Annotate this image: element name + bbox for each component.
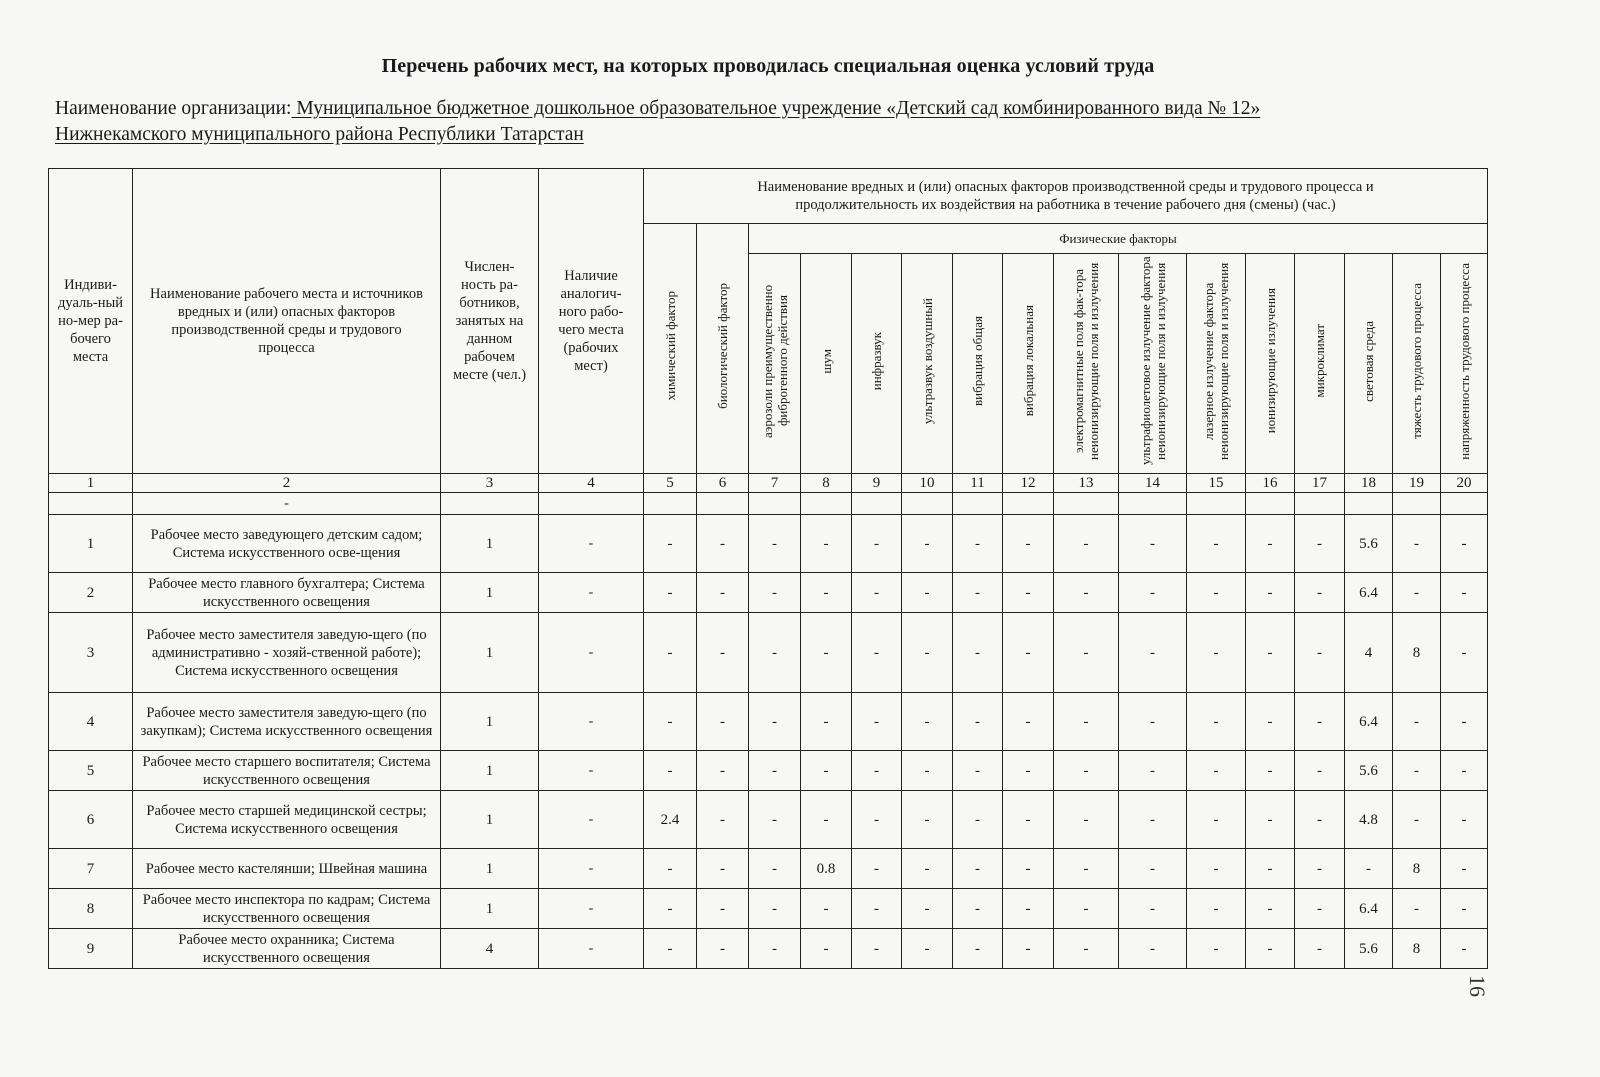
factor-value-col-13: - (1054, 889, 1119, 929)
factor-value-col-10: - (902, 613, 953, 693)
factor-value-col-17: - (1295, 693, 1345, 751)
factor-value-col-19: 8 (1393, 849, 1441, 889)
column-numbers-row (49, 474, 1488, 493)
header-employee-count: Числен-ность ра-ботников, занятых на данном рабочем месте (чел.) (441, 169, 539, 474)
employee-count: 1 (441, 849, 539, 889)
factor-value-col-12: - (1003, 791, 1054, 849)
workplace-name: Рабочее место старшей медицинской сестры; Система искусственного освещения (133, 791, 441, 849)
factor-value-col-9: - (852, 929, 902, 969)
factor-value-col-9: - (852, 693, 902, 751)
header-factor-17: микроклимат (1295, 254, 1345, 474)
column-number: 5 (644, 474, 697, 493)
header-factor-11: вибрация общая (953, 254, 1003, 474)
header-factor-16: ионизирующие излучения (1246, 254, 1295, 474)
factor-value-col-9: - (852, 791, 902, 849)
workplace-name: Рабочее место главного бухгалтера; Система искусственного освещения (133, 573, 441, 613)
factor-value-col-11: - (953, 849, 1003, 889)
factor-value-col-16: - (1246, 849, 1295, 889)
factor-value-col-8: - (801, 573, 852, 613)
factor-value-col-7: - (749, 693, 801, 751)
analog-workplace: - (539, 515, 644, 573)
header-factors-group: Наименование вредных и (или) опасных факторов производственной среды и трудового процесса и продолжительность их воздействия на работника в течение рабочего дня (смены) (час.) (644, 169, 1488, 224)
factor-value-col-13: - (1054, 929, 1119, 969)
factor-value-col-20: - (1441, 849, 1488, 889)
analog-workplace: - (539, 889, 644, 929)
column-number: 9 (852, 474, 902, 493)
header-factor-10: ультразвук воздушный (902, 254, 953, 474)
factor-value-col-5: - (644, 889, 697, 929)
header-factor-12: вибрация локальная (1003, 254, 1054, 474)
header-factor-9: инфразвук (852, 254, 902, 474)
employee-count: 4 (441, 929, 539, 969)
employee-count: 1 (441, 515, 539, 573)
factor-value-col-17: - (1295, 515, 1345, 573)
factor-value-col-19: - (1393, 791, 1441, 849)
factor-value-col-5: - (644, 515, 697, 573)
factor-value-col-16: - (1246, 889, 1295, 929)
header-workplace-name: Наименование рабочего места и источников вредных и (или) опасных факторов производственной среды и трудового процесса (133, 169, 441, 474)
document-title: Перечень рабочих мест, на которых проводилась специальная оценка условий труда (381, 55, 1155, 77)
factor-value-col-11: - (953, 515, 1003, 573)
column-number: 17 (1295, 474, 1345, 493)
factor-value-col-14: - (1119, 613, 1187, 693)
workplace-number: 6 (49, 791, 133, 849)
factor-value-col-20: - (1441, 693, 1488, 751)
factor-value-col-14: - (1119, 751, 1187, 791)
analog-workplace: - (539, 849, 644, 889)
factor-value-col-5: - (644, 693, 697, 751)
factor-value-col-12: - (1003, 929, 1054, 969)
factor-value-col-19: - (1393, 573, 1441, 613)
header-factor-18: световая среда (1345, 254, 1393, 474)
employee-count: 1 (441, 889, 539, 929)
factor-value-col-9: - (852, 849, 902, 889)
factor-value-col-14: - (1119, 693, 1187, 751)
workplaces-table (48, 168, 1488, 969)
factor-value-col-6: - (697, 693, 749, 751)
factor-value-col-8: - (801, 929, 852, 969)
factor-value-col-17: - (1295, 889, 1345, 929)
factor-value-col-10: - (902, 515, 953, 573)
column-number: 8 (801, 474, 852, 493)
factor-value-col-6: - (697, 613, 749, 693)
table-row (49, 889, 1488, 929)
workplace-name: Рабочее место заведующего детским садом; Система искусственного осве-щения (133, 515, 441, 573)
column-number: 13 (1054, 474, 1119, 493)
workplace-name: Рабочее место охранника; Система искусственного освещения (133, 929, 441, 969)
factor-value-col-6: - (697, 573, 749, 613)
factor-value-col-14: - (1119, 515, 1187, 573)
factor-value-col-10: - (902, 889, 953, 929)
section-dash: - (133, 493, 441, 515)
factor-value-col-10: - (902, 929, 953, 969)
factor-value-col-10: - (902, 791, 953, 849)
workplace-name: Рабочее место заместителя заведую-щего (по закупкам); Система искусственного освещения (133, 693, 441, 751)
factor-value-col-19: - (1393, 751, 1441, 791)
factor-value-col-9: - (852, 613, 902, 693)
table-row (49, 573, 1488, 613)
factor-value-col-17: - (1295, 573, 1345, 613)
factor-value-col-13: - (1054, 613, 1119, 693)
table-row (49, 613, 1488, 693)
page-number: 16 (1465, 975, 1490, 997)
table-row (49, 929, 1488, 969)
factor-value-col-20: - (1441, 791, 1488, 849)
header-analog-workplace: Наличие аналогич-ного рабо-чего места (рабочих мест) (539, 169, 644, 474)
factor-value-col-16: - (1246, 929, 1295, 969)
factor-value-col-6: - (697, 929, 749, 969)
workplace-number: 9 (49, 929, 133, 969)
factor-value-col-11: - (953, 889, 1003, 929)
analog-workplace: - (539, 693, 644, 751)
column-number: 15 (1187, 474, 1246, 493)
factor-value-col-20: - (1441, 889, 1488, 929)
factor-value-col-12: - (1003, 849, 1054, 889)
factor-value-col-5: - (644, 929, 697, 969)
factor-value-col-12: - (1003, 751, 1054, 791)
factor-value-col-12: - (1003, 573, 1054, 613)
workplace-number: 8 (49, 889, 133, 929)
factor-value-col-18: 6.4 (1345, 889, 1393, 929)
factor-value-col-8: - (801, 515, 852, 573)
factor-value-col-11: - (953, 573, 1003, 613)
factor-value-col-10: - (902, 573, 953, 613)
header-physical-factors: Физические факторы (749, 224, 1488, 254)
employee-count: 1 (441, 751, 539, 791)
factor-value-col-15: - (1187, 613, 1246, 693)
table-row (49, 515, 1488, 573)
factor-value-col-13: - (1054, 849, 1119, 889)
factor-value-col-7: - (749, 613, 801, 693)
factor-value-col-13: - (1054, 515, 1119, 573)
factor-value-col-5: - (644, 573, 697, 613)
factor-value-col-6: - (697, 849, 749, 889)
factor-value-col-19: - (1393, 515, 1441, 573)
factor-value-col-11: - (953, 791, 1003, 849)
factor-value-col-6: - (697, 515, 749, 573)
factor-value-col-12: - (1003, 515, 1054, 573)
column-number: 7 (749, 474, 801, 493)
table-row (49, 751, 1488, 791)
factor-value-col-9: - (852, 515, 902, 573)
factor-value-col-17: - (1295, 613, 1345, 693)
employee-count: 1 (441, 693, 539, 751)
organization-block (55, 96, 1495, 148)
header-workplace-number: Индиви-дуаль-ный но-мер ра-бочего места (49, 169, 133, 474)
org-label: Наименование организации: (55, 98, 292, 119)
employee-count: 1 (441, 613, 539, 693)
factor-value-col-11: - (953, 613, 1003, 693)
factor-value-col-16: - (1246, 573, 1295, 613)
factor-value-col-10: - (902, 849, 953, 889)
column-number: 16 (1246, 474, 1295, 493)
factor-value-col-20: - (1441, 613, 1488, 693)
factor-value-col-20: - (1441, 751, 1488, 791)
factor-value-col-15: - (1187, 889, 1246, 929)
analog-workplace: - (539, 613, 644, 693)
factor-value-col-10: - (902, 751, 953, 791)
factor-value-col-8: - (801, 751, 852, 791)
factor-value-col-9: - (852, 889, 902, 929)
workplace-name: Рабочее место инспектора по кадрам; Система искусственного освещения (133, 889, 441, 929)
column-number: 1 (49, 474, 133, 493)
column-number: 2 (133, 474, 441, 493)
factor-value-col-7: - (749, 751, 801, 791)
factor-value-col-13: - (1054, 693, 1119, 751)
factor-value-col-8: 0.8 (801, 849, 852, 889)
workplace-name: Рабочее место заместителя заведую-щего (по административно - хозяй-ственной работе); Система искусственного освещения (133, 613, 441, 693)
column-number: 20 (1441, 474, 1488, 493)
factor-value-col-15: - (1187, 693, 1246, 751)
factor-value-col-18: 5.6 (1345, 929, 1393, 969)
factor-value-col-20: - (1441, 929, 1488, 969)
employee-count: 1 (441, 791, 539, 849)
factor-value-col-18: 5.6 (1345, 515, 1393, 573)
factor-value-col-7: - (749, 849, 801, 889)
factor-value-col-12: - (1003, 889, 1054, 929)
factor-value-col-6: - (697, 751, 749, 791)
factor-value-col-20: - (1441, 573, 1488, 613)
factor-value-col-13: - (1054, 751, 1119, 791)
factor-value-col-7: - (749, 573, 801, 613)
factor-value-col-5: - (644, 751, 697, 791)
factor-value-col-7: - (749, 515, 801, 573)
header-factor-5: химический фактор (644, 224, 697, 474)
header-factor-19: тяжесть трудового процесса (1393, 254, 1441, 474)
factor-value-col-11: - (953, 929, 1003, 969)
factor-value-col-10: - (902, 693, 953, 751)
table-row (49, 791, 1488, 849)
factor-value-col-15: - (1187, 515, 1246, 573)
analog-workplace: - (539, 791, 644, 849)
header-factor-15: лазерное излучение фактора неионизирующие поля и излучения (1187, 254, 1246, 474)
workplace-number: 3 (49, 613, 133, 693)
column-number: 18 (1345, 474, 1393, 493)
column-number: 4 (539, 474, 644, 493)
factor-value-col-17: - (1295, 791, 1345, 849)
factor-value-col-16: - (1246, 791, 1295, 849)
factor-value-col-8: - (801, 693, 852, 751)
header-factor-8: шум (801, 254, 852, 474)
section-row (49, 493, 1488, 515)
factor-value-col-6: - (697, 791, 749, 849)
column-number: 3 (441, 474, 539, 493)
factor-value-col-13: - (1054, 791, 1119, 849)
column-number: 19 (1393, 474, 1441, 493)
header-factor-6: биологический фактор (697, 224, 749, 474)
analog-workplace: - (539, 929, 644, 969)
factor-value-col-7: - (749, 791, 801, 849)
factor-value-col-15: - (1187, 791, 1246, 849)
factor-value-col-17: - (1295, 849, 1345, 889)
column-number: 14 (1119, 474, 1187, 493)
factor-value-col-18: 4 (1345, 613, 1393, 693)
factor-value-col-6: - (697, 889, 749, 929)
factor-value-col-11: - (953, 693, 1003, 751)
header-factor-7: аэрозоли преимущественно фиброгенного действия (749, 254, 801, 474)
column-number: 6 (697, 474, 749, 493)
factor-value-col-16: - (1246, 693, 1295, 751)
factor-value-col-16: - (1246, 613, 1295, 693)
factor-value-col-16: - (1246, 515, 1295, 573)
workplace-number: 7 (49, 849, 133, 889)
column-number: 11 (953, 474, 1003, 493)
factor-value-col-15: - (1187, 751, 1246, 791)
factor-value-col-19: - (1393, 889, 1441, 929)
factor-value-col-18: 4.8 (1345, 791, 1393, 849)
factor-value-col-11: - (953, 751, 1003, 791)
factor-value-col-16: - (1246, 751, 1295, 791)
factor-value-col-12: - (1003, 613, 1054, 693)
column-number: 12 (1003, 474, 1054, 493)
workplace-name: Рабочее место старшего воспитателя; Система искусственного освещения (133, 751, 441, 791)
column-number: 10 (902, 474, 953, 493)
factor-value-col-19: - (1393, 693, 1441, 751)
factor-value-col-5: 2.4 (644, 791, 697, 849)
factor-value-col-14: - (1119, 929, 1187, 969)
factor-value-col-18: 6.4 (1345, 693, 1393, 751)
org-name-line1: Муниципальное бюджетное дошкольное образовательное учреждение «Детский сад комбинированного вида № 12» (291, 98, 1261, 119)
factor-value-col-8: - (801, 889, 852, 929)
factor-value-col-9: - (852, 751, 902, 791)
table-row (49, 849, 1488, 889)
workplace-number: 1 (49, 515, 133, 573)
factor-value-col-18: - (1345, 849, 1393, 889)
factor-value-col-15: - (1187, 849, 1246, 889)
factor-value-col-15: - (1187, 573, 1246, 613)
factor-value-col-18: 6.4 (1345, 573, 1393, 613)
workplace-number: 2 (49, 573, 133, 613)
factor-value-col-14: - (1119, 573, 1187, 613)
factor-value-col-7: - (749, 929, 801, 969)
factor-value-col-8: - (801, 791, 852, 849)
factor-value-col-13: - (1054, 573, 1119, 613)
factor-value-col-12: - (1003, 693, 1054, 751)
factor-value-col-5: - (644, 613, 697, 693)
factor-value-col-19: 8 (1393, 613, 1441, 693)
factor-value-col-15: - (1187, 929, 1246, 969)
factor-value-col-17: - (1295, 751, 1345, 791)
table-row (49, 693, 1488, 751)
factor-value-col-14: - (1119, 791, 1187, 849)
factor-value-col-17: - (1295, 929, 1345, 969)
factor-value-col-14: - (1119, 849, 1187, 889)
factor-value-col-7: - (749, 889, 801, 929)
factor-value-col-8: - (801, 613, 852, 693)
analog-workplace: - (539, 751, 644, 791)
factor-value-col-5: - (644, 849, 697, 889)
employee-count: 1 (441, 573, 539, 613)
analog-workplace: - (539, 573, 644, 613)
org-name-line2: Нижнекамского муниципального района Республики Татарстан (55, 124, 584, 145)
header-factor-14: ультрафиолетовое излучение фактора неионизирующие поля и излучения (1119, 254, 1187, 474)
workplace-number: 5 (49, 751, 133, 791)
factor-value-col-18: 5.6 (1345, 751, 1393, 791)
workplace-name: Рабочее место кастелянши; Швейная машина (133, 849, 441, 889)
workplace-number: 4 (49, 693, 133, 751)
factor-value-col-19: 8 (1393, 929, 1441, 969)
factor-value-col-20: - (1441, 515, 1488, 573)
header-factor-13: электромагнитные поля фак-тора неионизирующие поля и излучения (1054, 254, 1119, 474)
factor-value-col-9: - (852, 573, 902, 613)
header-factor-20: напряженность трудового процесса (1441, 254, 1488, 474)
factor-value-col-14: - (1119, 889, 1187, 929)
